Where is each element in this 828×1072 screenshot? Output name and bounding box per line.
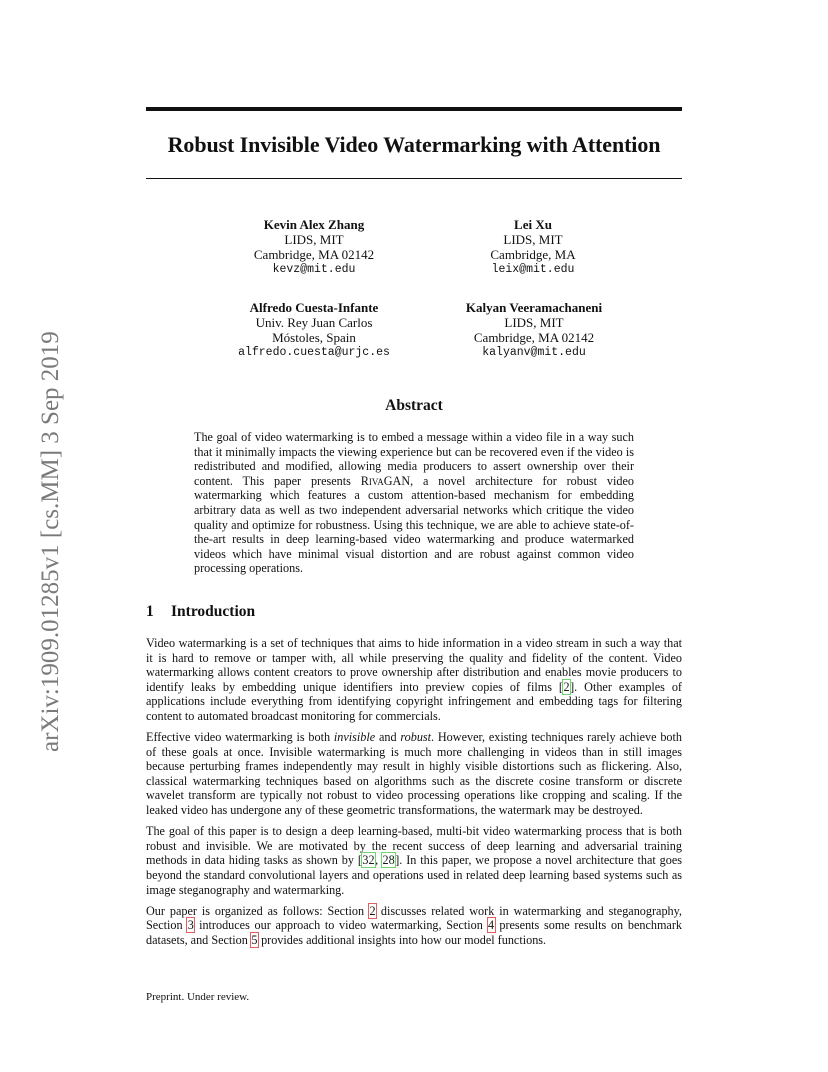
abstract-heading: Abstract xyxy=(385,397,443,414)
author-email[interactable]: alfredo.cuesta@urjc.es xyxy=(238,346,390,359)
paper-title: Robust Invisible Video Watermarking with Attention xyxy=(167,132,661,157)
preprint-footer: Preprint. Under review. xyxy=(146,991,250,1003)
text-run: . However, existing techniques rarely achieve both of these goals at once. Invisible watermarking is much more challenging in videos than in still images because perturbing frames independently may result in highly visible distortions such as flickering. Also, classical watermarking techniques based on algorithms such as the discrete cosine transform or discrete wavelet transform are typically not robust to video processing operations like cropping and scaling. If the leaked video has undergone any of these geometric transformations, the watermark may be destroyed. xyxy=(146,730,682,818)
text-run: ]. Other examples of applications include everything from identifying copyright infringement and embedding tags for filtering content to automated broadcast monitoring for commercials. xyxy=(146,679,682,723)
text-run: Our paper is organized as follows: Section xyxy=(146,903,369,918)
author-block xyxy=(200,300,428,360)
text-run: ]. In this paper, we propose a novel architecture that goes beyond the standard convolutional layers and operations used in related deep learning based systems such as image steganography and watermarking. xyxy=(146,853,682,897)
section-number: 1 xyxy=(146,603,154,620)
title-bottom-rule xyxy=(146,178,682,179)
author-block xyxy=(214,217,414,277)
author-email[interactable]: kevz@mit.edu xyxy=(272,263,356,276)
author-location: Cambridge, MA xyxy=(490,247,576,262)
author-affiliation: LIDS, MIT xyxy=(504,315,564,330)
author-affiliation: Univ. Rey Juan Carlos xyxy=(255,315,373,330)
text-run: and xyxy=(375,730,401,745)
text-run: , xyxy=(375,853,383,868)
abstract-text xyxy=(194,430,634,576)
arxiv-identifier-stamp: arXiv:1909.01285v1 [cs.MM] 3 Sep 2019 xyxy=(37,331,64,752)
section-link[interactable]: 5 xyxy=(251,932,258,947)
paragraph xyxy=(146,636,682,724)
author-name: Kalyan Veeramachaneni xyxy=(465,300,603,315)
citation-link[interactable]: 32 xyxy=(362,853,375,868)
paragraph xyxy=(146,824,682,897)
emphasis: robust xyxy=(400,730,432,745)
section-link[interactable]: 4 xyxy=(488,918,495,933)
section-title: Introduction xyxy=(171,603,256,620)
introduction-body xyxy=(146,636,682,954)
paragraph xyxy=(146,730,682,818)
author-location: Cambridge, MA 02142 xyxy=(253,247,375,262)
author-affiliation: LIDS, MIT xyxy=(284,232,344,247)
author-name: Kevin Alex Zhang xyxy=(263,217,365,232)
section-link[interactable]: 2 xyxy=(369,903,376,918)
model-name: RivaGAN xyxy=(360,473,411,488)
text-run: The goal of this paper is to design a deep learning-based, multi-bit video watermarking process that is both robust and invisible. We are motivated by the recent success of deep learning and adversarial training methods in data hiding tasks as shown by [ xyxy=(146,824,682,868)
author-block xyxy=(433,217,633,277)
author-email[interactable]: kalyanv@mit.edu xyxy=(482,346,586,359)
emphasis: invisible xyxy=(333,730,376,745)
citation-link[interactable]: 28 xyxy=(382,853,395,868)
section-link[interactable]: 3 xyxy=(187,918,194,933)
abstract-text-part: , a novel architecture for robust video watermarking which features a custom attention-based mechanism for embedding arbitrary data as well as two independent adversarial networks which critique the video quality and optimize for robustness. Using this technique, we are able to achieve state-of-the-art results in deep learning-based video watermarking and produce watermarked videos which have minimal visual distortion and are robust against common video processing operations. xyxy=(194,473,634,576)
section-heading xyxy=(146,603,255,621)
abstract-text-part: The goal of video watermarking is to embed a message within a video file in a way such that it minimally impacts the viewing experience but can be recovered even if the video is redistributed and modified, allowing media producers to assert ownership over their content. This paper presents xyxy=(194,430,634,488)
author-affiliation: LIDS, MIT xyxy=(503,232,563,247)
author-email[interactable]: leix@mit.edu xyxy=(491,263,575,276)
text-run: Effective video watermarking is both xyxy=(146,730,334,745)
title-top-rule xyxy=(146,107,682,111)
citation-link[interactable]: 2 xyxy=(563,679,570,694)
author-name: Alfredo Cuesta-Infante xyxy=(249,300,379,315)
paragraph xyxy=(146,904,682,948)
text-run: discusses related work in watermarking and steganography, Section xyxy=(146,903,682,933)
text-run: Video watermarking is a set of techniques that aims to hide information in a video stream in such a way that it is hard to remove or tamper with, all while preserving the quality and fidelity of the content. Video watermarking allows content creators to prove ownership after distribution and enables movie producers to identify leaks by embedding unique identifiers into preview copies of films [ xyxy=(146,636,682,694)
author-name: Lei Xu xyxy=(514,217,552,232)
text-run: presents some results on benchmark datasets, and Section xyxy=(146,918,682,947)
text-run: introduces our approach to video watermarking, Section xyxy=(194,918,488,933)
author-location: Cambridge, MA 02142 xyxy=(473,330,595,345)
author-block xyxy=(440,300,628,360)
author-location: Móstoles, Spain xyxy=(272,330,356,345)
text-run: provides additional insights into how our model functions. xyxy=(258,932,547,947)
